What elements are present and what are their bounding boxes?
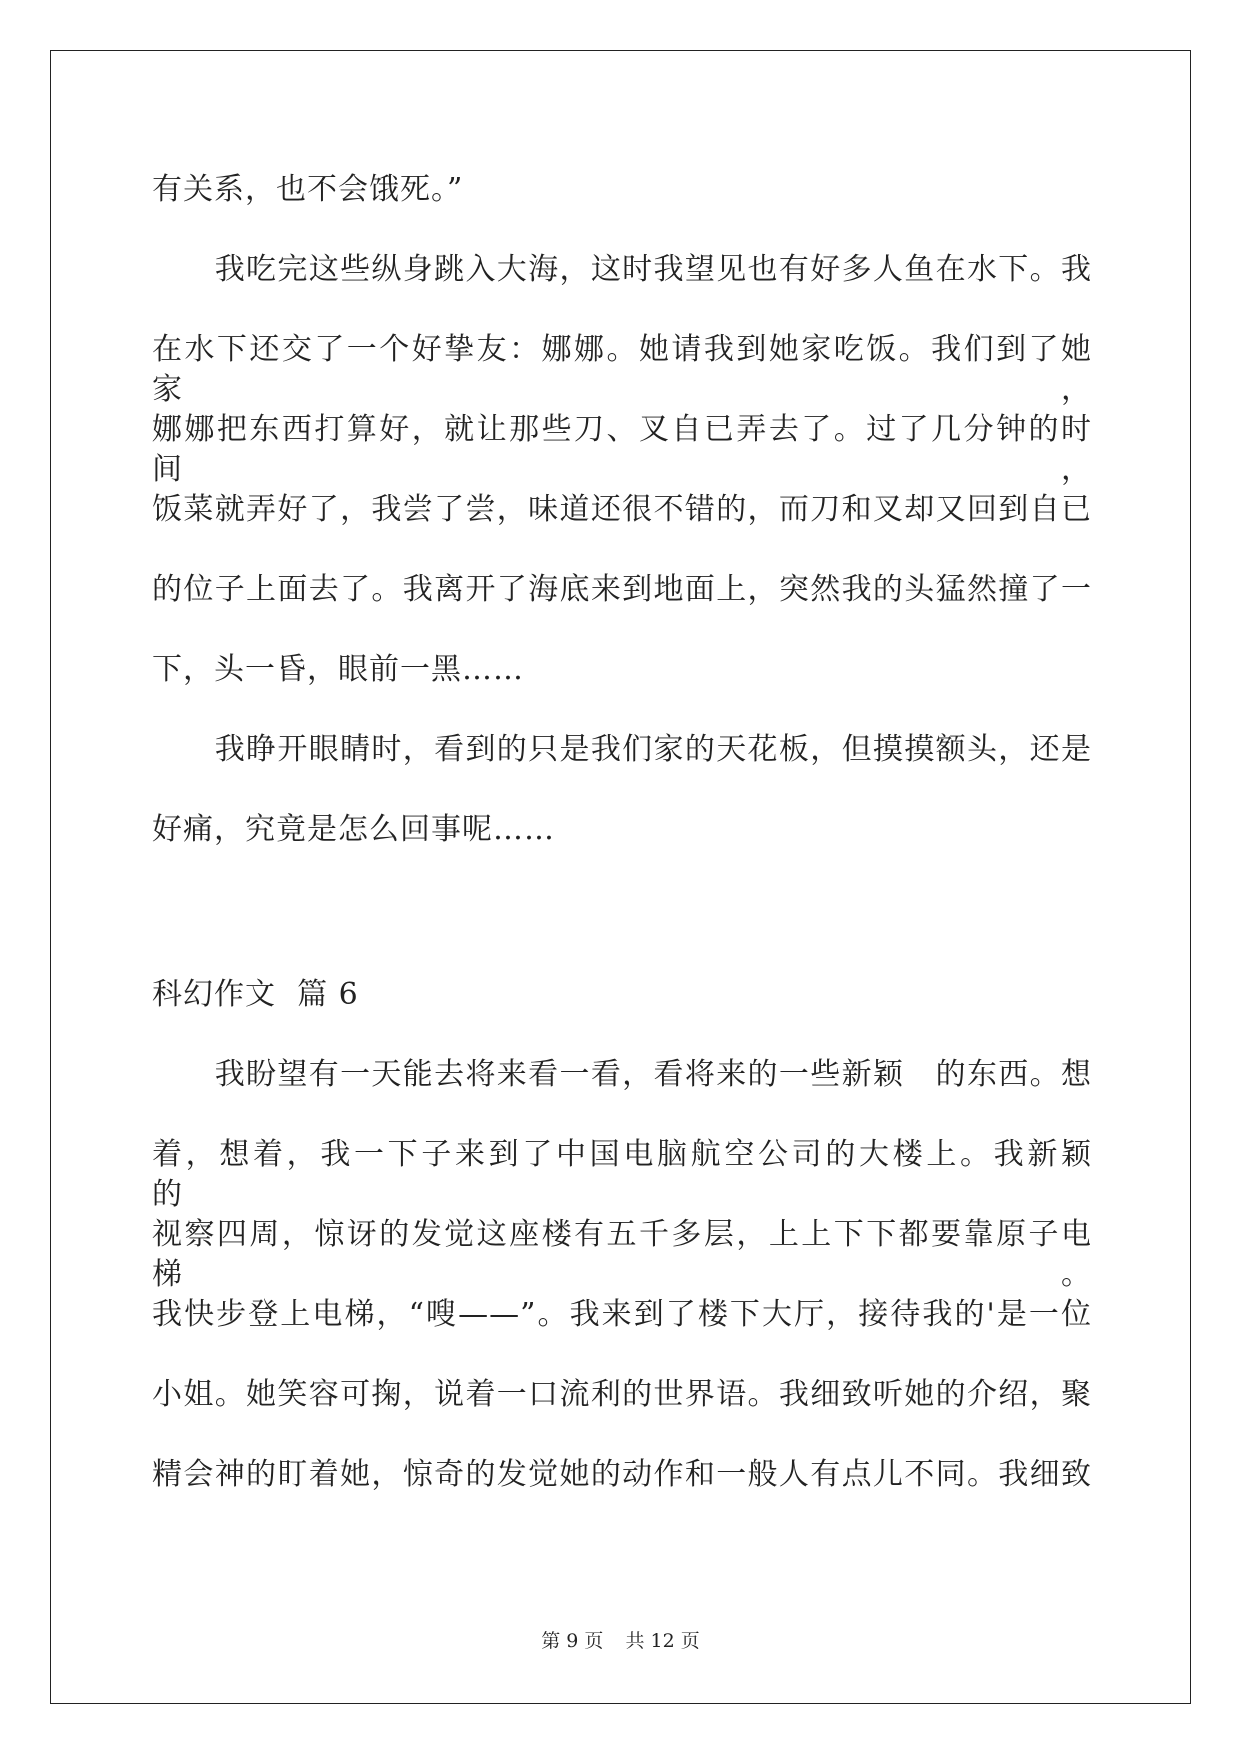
text-line: 下，头一昏，眼前一黑……	[152, 652, 524, 687]
text-line: 精会神的盯着她，惊奇的发觉她的动作和一般人有点儿不同。我细致	[152, 1457, 1092, 1492]
page-number: 第 9 页	[541, 1630, 604, 1652]
page-total: 共 12 页	[625, 1630, 700, 1652]
page-footer	[0, 1626, 1241, 1653]
text-line: 我盼望有一天能去将来看一看，看将来的一些新颖 的东西。想	[152, 1057, 1092, 1092]
text-line: 饭菜就弄好了，我尝了尝，味道还很不错的，而刀和叉却又回到自已	[152, 492, 1092, 527]
text-line: 小姐。她笑容可掬，说着一口流利的世界语。我细致听她的介绍，聚	[152, 1377, 1092, 1412]
text-line: 在水下还交了一个好挚友：娜娜。她请我到她家吃饭。我们到了她家，	[152, 332, 1092, 407]
text-line: 我吃完这些纵身跳入大海，这时我望见也有好多人鱼在水下。我	[152, 252, 1092, 287]
section-heading: 科幻作文 篇 6	[152, 977, 359, 1012]
text-line: 好痛，究竟是怎么回事呢……	[152, 812, 555, 847]
text-line: 我睁开眼睛时，看到的只是我们家的天花板，但摸摸额头，还是	[152, 732, 1092, 767]
text-line: 我快步登上电梯，“嗖——”。我来到了楼下大厅，接待我的'是一位	[152, 1297, 1092, 1332]
text-line: 有关系，也不会饿死。”	[152, 172, 464, 207]
text-line: 的位子上面去了。我离开了海底来到地面上，突然我的头猛然撞了一	[152, 572, 1092, 607]
text-line: 娜娜把东西打算好，就让那些刀、叉自已弄去了。过了几分钟的时间，	[152, 412, 1092, 487]
text-line: 视察四周，惊讶的发觉这座楼有五千多层，上上下下都要靠原子电梯。	[152, 1217, 1092, 1292]
text-line: 着，想着，我一下子来到了中国电脑航空公司的大楼上。我新颖 的	[152, 1137, 1134, 1212]
